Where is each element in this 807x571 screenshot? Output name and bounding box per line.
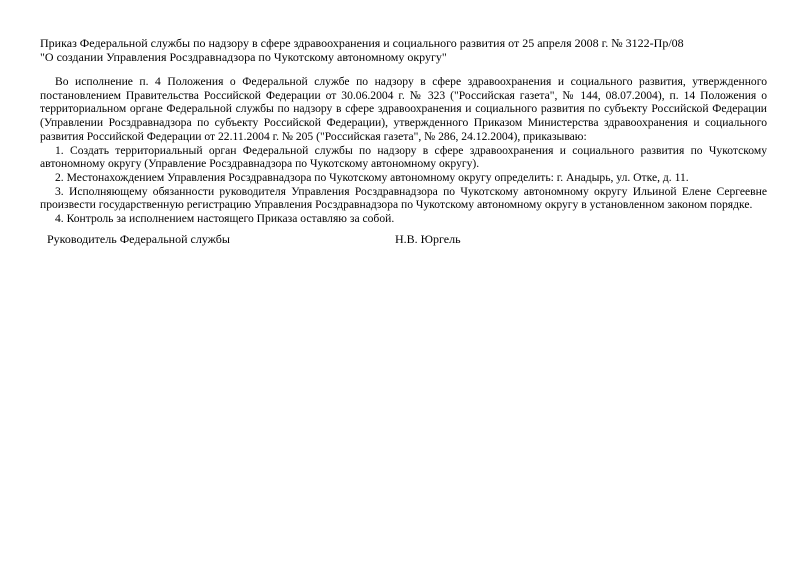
order-item-4: 4. Контроль за исполнением настоящего Приказа оставляю за собой. (55, 212, 395, 226)
order-item-2: 2. Местонахождением Управления Росздравнадзора по Чукотскому автономному округу определить: г. Анадырь, ул. Отке, д. 11. (55, 170, 689, 184)
signatory-role: Руководитель Федеральной службы (47, 232, 230, 246)
signatory-name: Н.В. Юргель (395, 232, 461, 246)
order-item-1: 1. Создать территориальный орган Федеральной службы по надзору в сфере здравоохранения и социального развития по Чукотскому автономному округу (Управление Росздравнадзора по Чукотскому автономному округу). (40, 143, 767, 171)
document-page (40, 36, 767, 226)
intro-paragraph: Во исполнение п. 4 Положения о Федеральной службе по надзору в сфере здравоохранения и социального развития, утвержденного постановлением Правительства Российской Федерации от 30.06.2004 г. № 323 ("Российская газета", № 144, 08.07.2004), п. 14 Положения о территориальном органе Федеральной службы по надзору в сфере здравоохранения и социального развития по субъекту Российской Федерации (Управлении Росздравнадзора по субъекту Российской Федерации), утвержденного Приказом Министерства здравоохранения и социального развития Российской Федерации от 22.11.2004 г. № 205 ("Российская газета", № 286, 24.12.2004), приказываю: (40, 75, 767, 143)
document-subtitle: "О создании Управления Росздравнадзора по Чукотскому автономному округу" (40, 50, 447, 64)
order-item-3: 3. Исполняющему обязанности руководителя Управления Росздравнадзора по Чукотскому автономному округу Ильиной Елене Сергеевне произвести государственную регистрацию Управления Росздравнадзора по Чукотскому автономному округу в установленном законом порядке. (40, 184, 767, 212)
document-title: Приказ Федеральной службы по надзору в сфере здравоохранения и социального развития от 25 апреля 2008 г. № 3122-Пр/08 (40, 36, 684, 50)
